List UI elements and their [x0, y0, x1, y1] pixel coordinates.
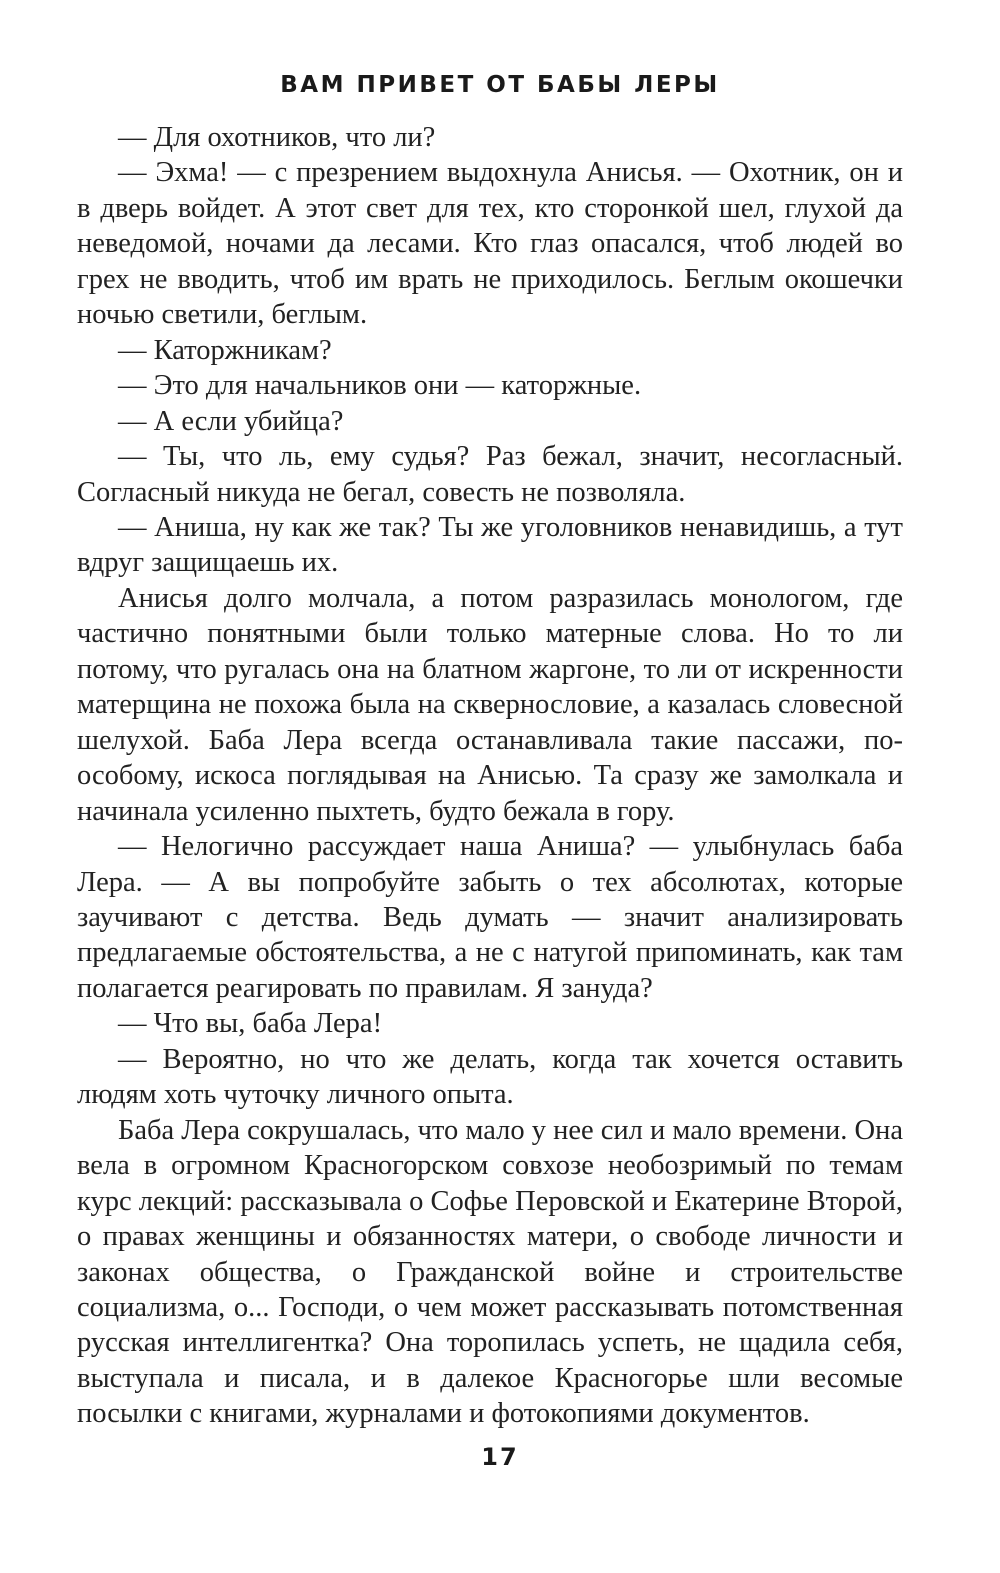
paragraph: — Нелогично рассуждает наша Аниша? — улыбнулась баба Лера. — А вы попробуйте забыть о тех абсолютах, которые заучивают с детства. Ведь думать — значит анализировать предлагаемые обстоятельства, а не с натугой припоминать, как там полагается реагировать по правилам. Я зануда?: [77, 831, 903, 1004]
paragraph: — Вероятно, но что же делать, когда так хочется оставить людям хоть чуточку личного опыта.: [77, 1043, 903, 1111]
paragraph: — Что вы, баба Лера!: [118, 1008, 383, 1040]
paragraph: Баба Лера сокрушалась, что мало у нее сил и мало времени. Она вела в огромном Красногорском совхозе необозримый по темам курс лекций: рассказывала о Софье Перовской и Екатерине Второй, о правах женщины и обязанностях матери, о свободе личности и законах общества, о Гражданской войне и строительстве социализма, о... Господи, о чем может рассказывать потомственная русская интеллигентка? Она торопилась успеть, не щадила себя, выступала и писала, и в далекое Красногорье шли весомые посылки с книгами, журналами и фотокопиями документов.: [77, 1114, 904, 1430]
paragraph: — Эхма! — с презрением выдохнула Анисья. — Охотник, он и в дверь войдет. А этот свет для тех, кто сторонкой шел, глухой да неведомой, ночами да лесами. Кто глаз опасался, чтоб людей во грех не вводить, чтоб им врать не приходилось. Беглым окошечки ночью светили, беглым.: [77, 157, 903, 331]
paragraph: — Ты, что ль, ему судья? Раз бежал, значит, несогласный. Согласный никуда не бегал, совесть не позволяла.: [77, 441, 903, 508]
paragraph: — А если убийца?: [118, 405, 344, 437]
paragraph: — Это для начальников они — каторжные.: [118, 370, 642, 402]
paragraph: — Каторжникам?: [118, 334, 332, 366]
running-title: ВАМ ПРИВЕТ ОТ БАБЫ ЛЕРЫ: [280, 72, 720, 98]
paragraph: Анисья долго молчала, а потом разразилась монологом, где частично понятными были только матерные слова. Но то ли потому, что ругалась она на блатном жаргоне, то ли от искренности матерщина не похожа была на сквернословие, а казалась словесной шелухой. Баба Лера всегда останавливала такие пассажи, по-особому, искоса поглядывая на Анисью. Та сразу же замолкала и начинала усиленно пыхтеть, будто бежала в гору.: [77, 582, 903, 827]
paragraph: — Аниша, ну как же так? Ты же уголовников ненавидишь, а тут вдруг защищаешь их.: [77, 511, 903, 579]
page-number: 17: [481, 1443, 519, 1471]
body-text: [77, 120, 903, 1432]
paragraph: — Для охотников, что ли?: [118, 122, 436, 153]
